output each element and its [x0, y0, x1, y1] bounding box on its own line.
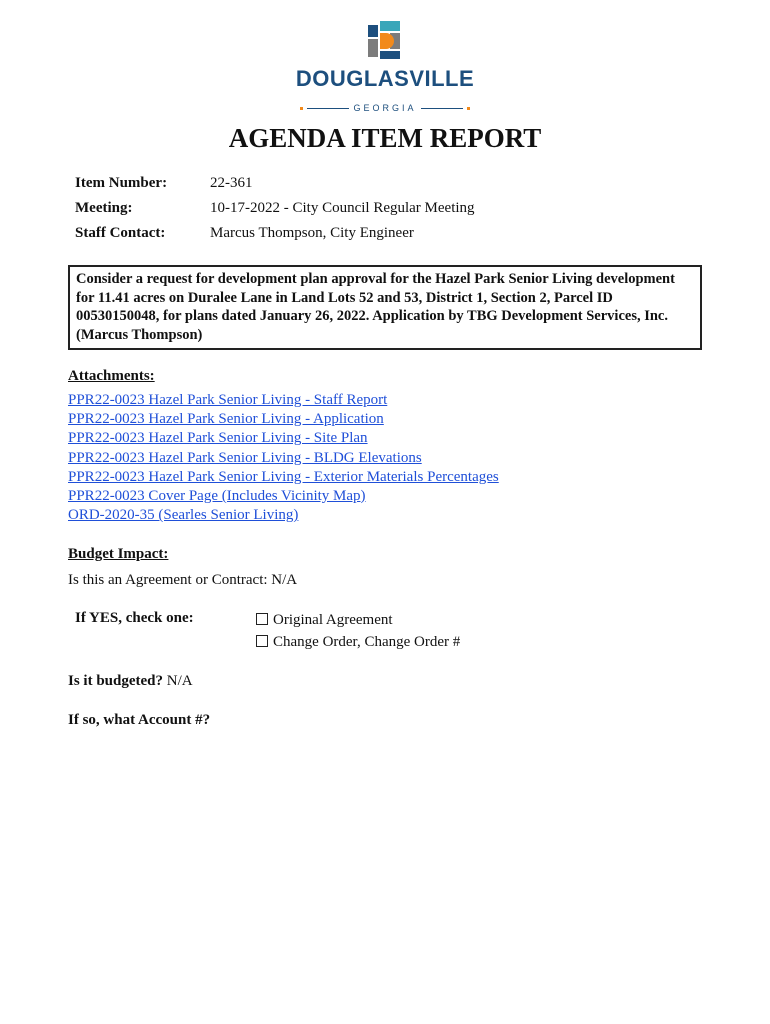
city-logo — [286, 18, 484, 113]
budgeted-value: N/A — [163, 673, 193, 689]
account-row — [68, 710, 210, 730]
budgeted-row — [68, 671, 193, 691]
logo-state — [286, 102, 484, 114]
staff-contact-value: Marcus Thompson, City Engineer — [210, 225, 414, 241]
attachment-link[interactable]: PPR22-0023 Hazel Park Senior Living - Application — [68, 411, 384, 428]
change-order-option[interactable] — [256, 632, 460, 652]
budgeted-label: Is it budgeted? — [68, 673, 164, 689]
change-order-label: Change Order, Change Order # — [273, 634, 461, 650]
original-agreement-label: Original Agreement — [273, 612, 393, 628]
item-number-label: Item Number: — [75, 175, 168, 191]
item-number-value: 22-361 — [210, 175, 253, 191]
attachment-link[interactable]: ORD-2020-35 (Searles Senior Living) — [68, 507, 299, 524]
agreement-question: Is this an Agreement or Contract: N/A — [68, 572, 298, 588]
meeting-label: Meeting: — [75, 200, 133, 216]
account-label: If so, what Account #? — [68, 712, 211, 728]
logo-city-name: DOUGLASVILLE — [295, 66, 475, 91]
meeting-value: 10-17-2022 - City Council Regular Meeting — [210, 200, 475, 216]
summary-box: Consider a request for development plan approval for the Hazel Park Senior Living development for 11.41 acres on Duralee Lane in Land Lots 52 and 53, District 1, Section 2, Parcel ID 00530150048, for plans dated January 26, 2022. Application by TBG Development Services, Inc. (Marcus Thompson) — [68, 265, 702, 350]
attachment-link[interactable]: PPR22-0023 Hazel Park Senior Living - Staff Report — [68, 392, 388, 408]
attachment-link[interactable]: PPR22-0023 Hazel Park Senior Living - Exterior Materials Percentages — [68, 468, 499, 485]
attachment-link[interactable]: PPR22-0023 Hazel Park Senior Living - Site Plan — [68, 430, 368, 447]
original-agreement-option[interactable] — [256, 610, 393, 630]
original-agreement-checkbox[interactable] — [256, 613, 268, 625]
attachments-list — [68, 391, 499, 525]
budget-impact-heading: Budget Impact: — [68, 546, 169, 562]
attachments-heading: Attachments: — [68, 368, 155, 384]
if-yes-label: If YES, check one: — [75, 610, 194, 626]
staff-contact-label: Staff Contact: — [75, 225, 166, 241]
change-order-checkbox[interactable] — [256, 635, 268, 647]
attachment-link[interactable]: PPR22-0023 Cover Page (Includes Vicinity Map) — [68, 488, 366, 505]
douglasville-emblem-icon — [366, 21, 404, 61]
attachment-link[interactable]: PPR22-0023 Hazel Park Senior Living - BLDG Elevations — [68, 449, 422, 466]
logo-state-text: GEORGIA — [353, 103, 417, 113]
page-title: AGENDA ITEM REPORT — [228, 123, 542, 153]
